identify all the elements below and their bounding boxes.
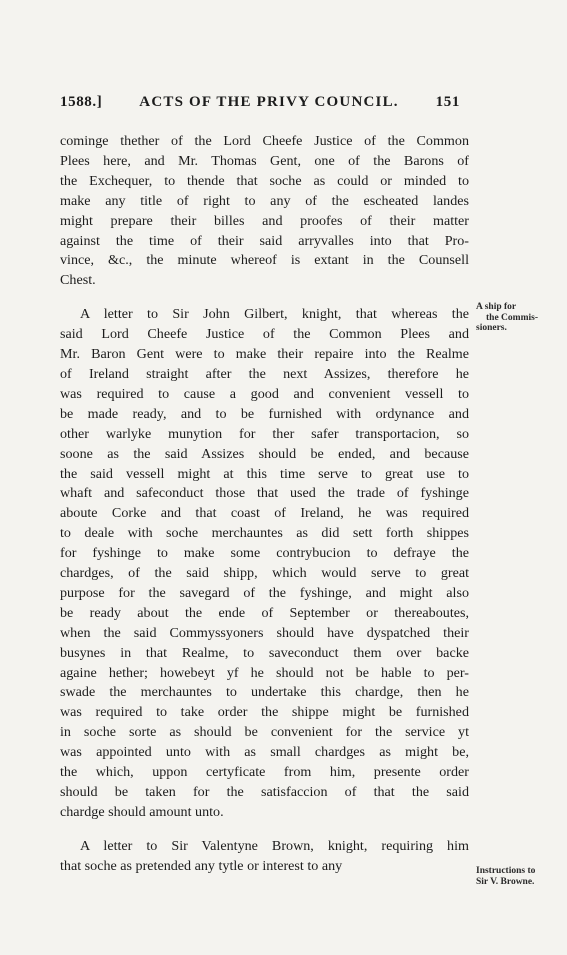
text-line: should be taken for the satisfaccion of that the said	[60, 784, 469, 800]
margin-note-ship	[476, 302, 538, 334]
text-line: for fyshinge to make some contrybucion to defraye the	[60, 545, 469, 562]
paragraph-1	[60, 132, 469, 291]
text-line: the said vessell might at this time serve to great use to	[60, 465, 469, 482]
text-line: in soche sorte as should be convenient for the service yt	[60, 724, 469, 741]
text-line: chardges, of the said shipp, which would serve to great	[60, 565, 469, 582]
text-line: when the said Commyssyoners should have dyspatched their	[60, 624, 469, 641]
text-line: whaft and safeconduct those that used the trade of fyshinge	[60, 485, 469, 502]
margin-note-line: Instructions to	[476, 866, 536, 876]
margin-note-instructions	[476, 866, 535, 887]
paragraph-2	[60, 305, 469, 823]
text-line: be made ready, and to be furnished with ordynance and	[60, 405, 469, 422]
page-header	[60, 94, 460, 118]
text-line: A letter to Sir John Gilbert, knight, that whereas the	[80, 306, 469, 323]
text-line: make any title of right to any of the escheated landes	[60, 192, 469, 209]
text-line: busynes in that Realme, to saveconduct them over backe	[60, 644, 469, 661]
text-line: Mr. Baron Gent were to make their repaire into the Realme	[60, 346, 469, 363]
text-line: vince, &c., the minute whereof is extant in the Counsell	[60, 252, 469, 269]
text-line: swade the merchauntes to undertake this chardge, then he	[60, 684, 469, 701]
text-line: was appointed unto with as small chardges as might be,	[60, 744, 469, 761]
text-line: was required to cause a good and convenient vessell to	[60, 385, 469, 402]
text-line: chardge should amount unto.	[60, 803, 224, 820]
text-line: was required to take order the shippe might be furnished	[60, 704, 469, 721]
text-line: to deale with soche merchauntes as did sett forth shippes	[60, 525, 469, 542]
text-line: the Exchequer, to thende that soche as could or minded to	[60, 172, 469, 189]
text-line: Chest.	[60, 272, 96, 289]
text-line: that soche as pretended any tytle or interest to any	[60, 857, 343, 874]
text-line: A letter to Sir Valentyne Brown, knight, requiring him	[80, 837, 469, 854]
margin-note-line: sioners.	[476, 323, 507, 333]
text-line: of Ireland straight after the next Assizes, therefore he	[60, 365, 469, 382]
margin-note-line: Sir V. Browne.	[476, 876, 535, 887]
text-line: soone as the said Assizes should be ended, and because	[60, 445, 469, 462]
header-title: ACTS OF THE PRIVY COUNCIL.	[139, 94, 399, 110]
text-line: against the time of their said arryvalles into that Pro-	[60, 232, 469, 249]
text-line: Plees here, and Mr. Thomas Gent, one of the Barons of	[60, 152, 469, 169]
margin-note-line: A ship for	[476, 302, 517, 312]
margin-note-line: the Commis-	[486, 312, 538, 323]
text-line: aboute Corke and that coast of Ireland, he was required	[60, 505, 469, 522]
header-year: 1588.]	[60, 94, 103, 110]
text-line: other warlyke munytion for ther safer transportacion, so	[60, 425, 469, 442]
text-line: might prepare their billes and proofes of their matter	[60, 212, 469, 229]
text-line: cominge thether of the Lord Cheefe Justice of the Common	[60, 133, 469, 149]
text-line: the which, uppon certyficate from him, presente order	[60, 764, 469, 781]
text-line: purpose for the savegard of the fyshinge, and might also	[60, 584, 469, 601]
body-text	[60, 132, 469, 891]
text-line: be ready about the ende of September or thereaboutes,	[60, 604, 469, 621]
text-line: said Lord Cheefe Justice of the Common Plees and	[60, 326, 469, 343]
page-number: 151	[435, 94, 460, 110]
text-line: againe hether; howebeyt yf he should not be hable to per-	[60, 664, 469, 681]
paragraph-3	[60, 837, 469, 877]
